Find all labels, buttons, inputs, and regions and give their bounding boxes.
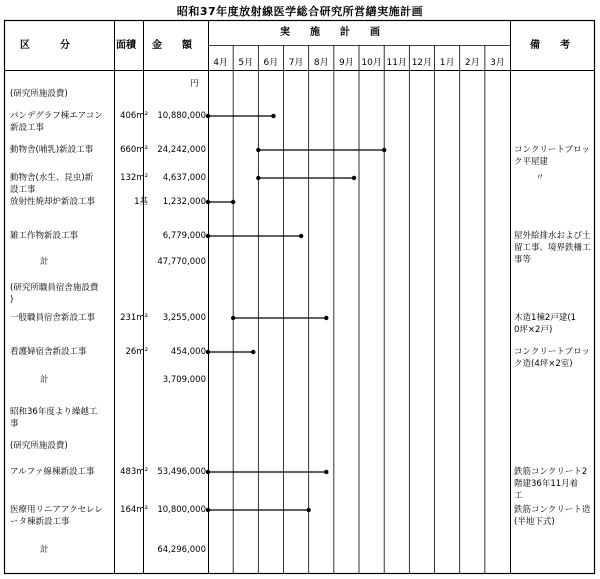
row-amount: 6,779,000	[162, 231, 206, 241]
row-note: 〃	[514, 173, 545, 183]
row-name: 計	[40, 257, 49, 267]
row-note: 鉄筋コンクリート造 (半地下式)	[514, 505, 591, 527]
schedule-bar-end	[325, 470, 328, 473]
yen-unit: 円	[190, 79, 199, 89]
row-name: パンデグラフ棟エアコン 新設工事	[10, 111, 103, 133]
row-amount: 3,255,000	[162, 313, 206, 323]
row-name: (研究所施設費)	[10, 441, 68, 451]
schedule-bar-end	[206, 234, 209, 237]
row-area: 26m²	[125, 347, 148, 357]
month-label: 8月	[313, 58, 329, 68]
schedule-bar-end	[206, 508, 209, 511]
header-jisshi: 実 施 計 画	[280, 27, 380, 38]
row-note: 屋外給排水および土 留工事、境界鉄柵工 事等	[514, 231, 591, 265]
month-label: 4月	[213, 58, 228, 68]
row-name: 看護婦宿舎新設工事	[10, 347, 87, 357]
schedule-bar-end	[307, 508, 310, 511]
row-note: 鉄筋コンクリート2 階建36年11月着 工	[514, 467, 588, 501]
row-amount: 47,770,000	[157, 257, 206, 267]
row-name: 動物舎(哺乳)新設工事	[10, 145, 94, 155]
row-area: 1基	[134, 197, 148, 207]
schedule-bar-end	[252, 350, 255, 353]
schedule-bar-end	[206, 200, 209, 203]
row-note: コンクリートブロッ ク平屋建	[514, 145, 590, 167]
row-amount: 10,800,000	[157, 505, 206, 515]
header-kubun: 区 分	[20, 40, 70, 51]
month-label: 5月	[238, 58, 254, 68]
row-name: (研究所職員宿舎施設費 )	[10, 283, 99, 305]
row-amount: 454,000	[170, 347, 206, 357]
row-name: アルファ線棟新設工事	[10, 467, 95, 477]
row-amount: 24,242,000	[157, 145, 206, 155]
row-amount: 10,880,000	[157, 111, 206, 121]
header-menseki: 面積	[116, 40, 136, 51]
month-label: 11月	[386, 58, 407, 68]
page-title: 昭和37年度放射線医学総合研究所営繕実施計画	[176, 5, 424, 18]
row-area: 231m²	[120, 313, 148, 323]
row-amount: 64,296,000	[157, 545, 206, 555]
row-area: 660m²	[120, 145, 148, 155]
schedule-bar-end	[257, 148, 260, 151]
schedule-bar-end	[206, 470, 209, 473]
schedule-bar-end	[232, 316, 235, 319]
row-area: 132m²	[120, 173, 148, 183]
row-name: 放射性焼却炉新設工事	[10, 197, 96, 207]
month-label: 3月	[490, 58, 505, 68]
month-label: 1月	[439, 58, 455, 68]
row-note: コンクリートブロッ ク造(4坪×2室)	[514, 347, 590, 369]
header-biko: 備 考	[530, 40, 570, 51]
schedule-bar-end	[206, 114, 209, 117]
row-name: 昭和36年度より繰越工 事	[10, 407, 98, 429]
month-label: 6月	[263, 58, 279, 68]
row-name: (研究所施設費)	[10, 89, 68, 99]
row-name: 医療用リニアアクセレレ ータ棟新設工事	[10, 505, 103, 527]
row-name: 計	[40, 545, 49, 555]
row-amount: 1,232,000	[162, 197, 206, 207]
row-area: 406m²	[120, 111, 148, 121]
schedule-bar-end	[232, 200, 235, 203]
row-amount: 4,637,000	[162, 173, 206, 183]
row-area: 164m²	[120, 505, 148, 515]
schedule-bar-end	[325, 316, 328, 319]
row-note: 木造1棟2戸建(1 0坪×2戸)	[514, 313, 577, 335]
row-amount: 3,709,000	[162, 375, 206, 385]
schedule-bar-end	[352, 176, 355, 179]
schedule-bar-end	[257, 176, 260, 179]
schedule-bar-end	[383, 148, 386, 151]
schedule-bar-end	[206, 350, 209, 353]
row-name: 一般職員宿舎新設工事	[10, 313, 96, 323]
month-label: 12月	[411, 58, 433, 68]
month-label: 7月	[288, 58, 304, 68]
month-label: 10月	[361, 58, 382, 68]
row-amount: 53,496,000	[157, 467, 206, 477]
row-name: 計	[40, 375, 49, 385]
month-label: 9月	[339, 58, 354, 68]
row-name: 動物舎(水生、昆虫)新 設工事	[10, 173, 94, 195]
row-area: 483m²	[120, 467, 148, 477]
month-label: 2月	[464, 58, 480, 68]
header-kingaku: 金 額	[152, 40, 192, 51]
schedule-bar-end	[272, 114, 275, 117]
row-name: 雑工作物新設工事	[10, 231, 79, 241]
schedule-bar-end	[300, 234, 303, 237]
